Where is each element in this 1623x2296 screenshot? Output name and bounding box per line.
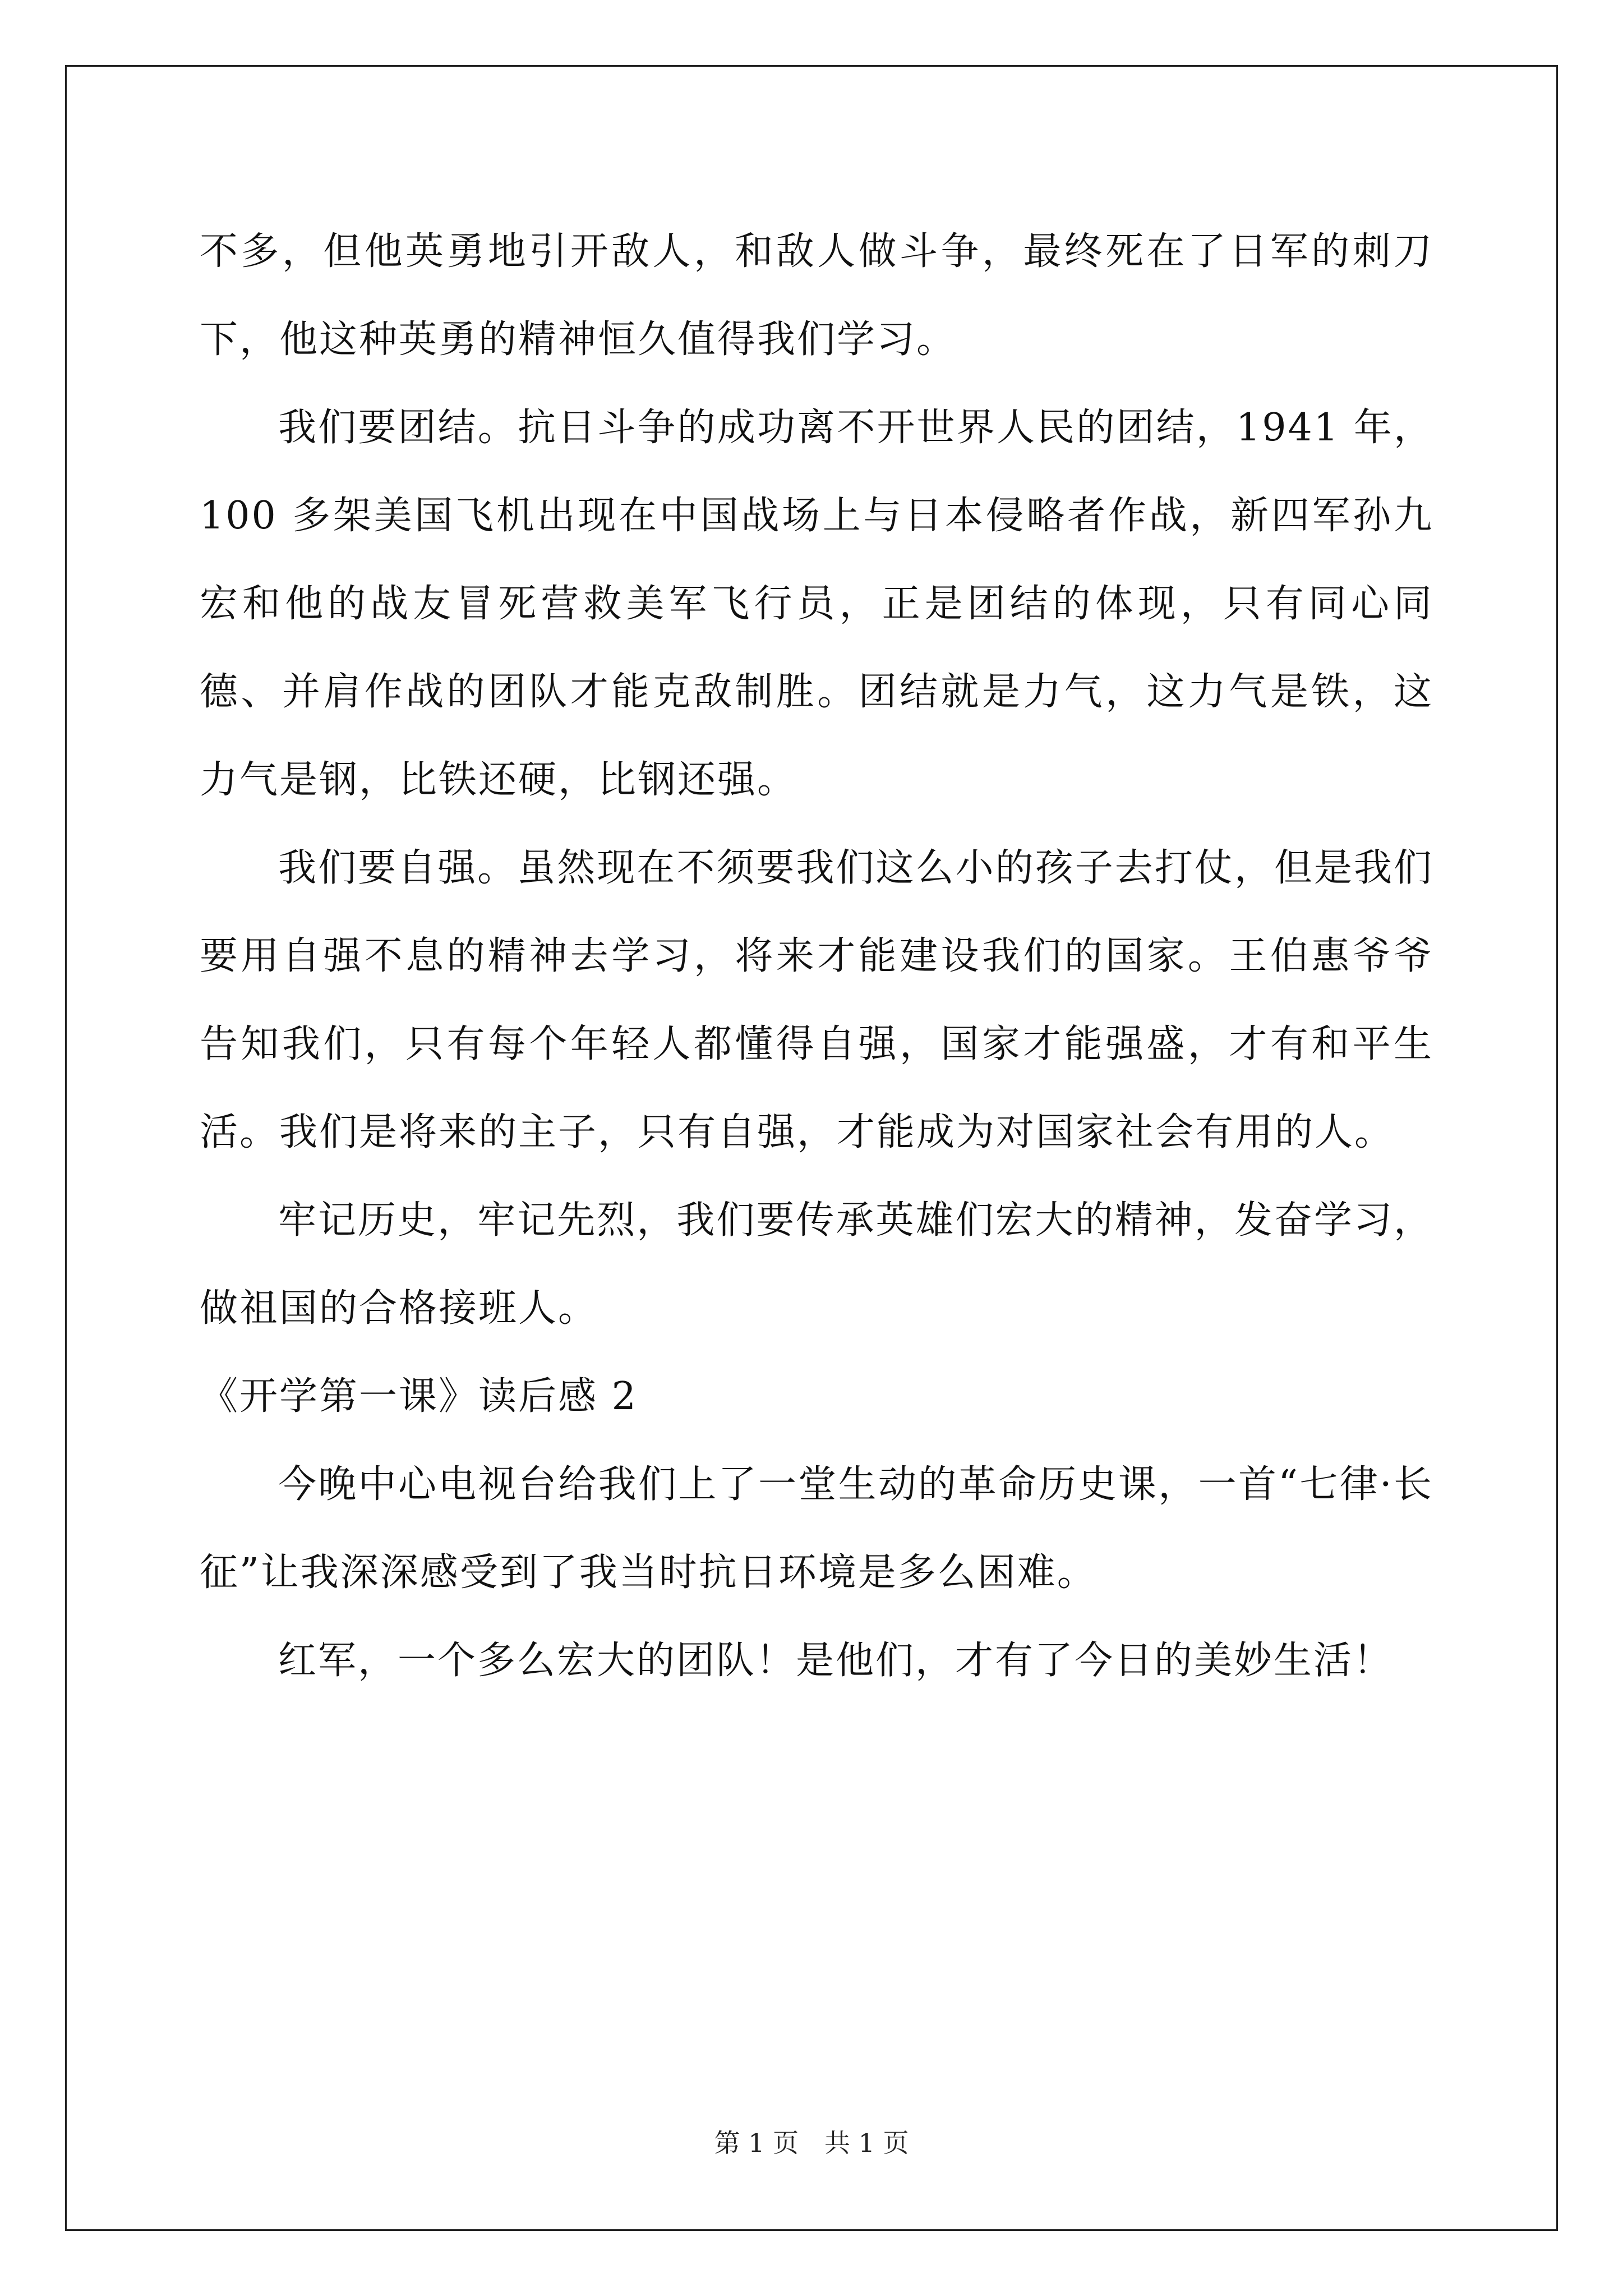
document-body	[200, 208, 1433, 1705]
paragraph-unity: 我们要团结。抗日斗争的成功离不开世界人民的团结，1941 年，100 多架美国飞机出现在中国战场上与日本侵略者作战，新四军孙九宏和他的战友冒死营救美军飞行员，正是团结的体现，只有同心同德、并肩作战的团队才能克敌制胜。团结就是力气，这力气是铁，这力气是钢，比铁还硬，比钢还强。	[200, 406, 1433, 802]
paragraph-continuation: 不多，但他英勇地引开敌人，和敌人做斗争，最终死在了日军的刺刀下，他这种英勇的精神恒久值得我们学习。	[200, 229, 1433, 362]
paragraph-self-reliance: 我们要自强。虽然现在不须要我们这么小的孩子去打仗，但是我们要用自强不息的精神去学习，将来才能建设我们的国家。王伯惠爷爷告知我们，只有每个年轻人都懂得自强，国家才能强盛，才有和平生活。我们是将来的主子，只有自强，才能成为对国家社会有用的人。	[200, 846, 1433, 1154]
page-number-footer: 第 1 页 共 1 页	[714, 2128, 909, 2158]
paragraph-red-army: 红军，一个多么宏大的团队！是他们，才有了今日的美妙生活！	[278, 1639, 1394, 1683]
section-heading: 《开学第一课》读后感 2	[200, 1374, 638, 1419]
paragraph-tv-lesson: 今晚中心电视台给我们上了一堂生动的革命历史课，一首“七律·长征”让我深深感受到了我当时抗日环境是多么困难。	[200, 1462, 1433, 1595]
paragraph-remember-history: 牢记历史，牢记先烈，我们要传承英雄们宏大的精神，发奋学习，做祖国的合格接班人。	[200, 1198, 1433, 1331]
